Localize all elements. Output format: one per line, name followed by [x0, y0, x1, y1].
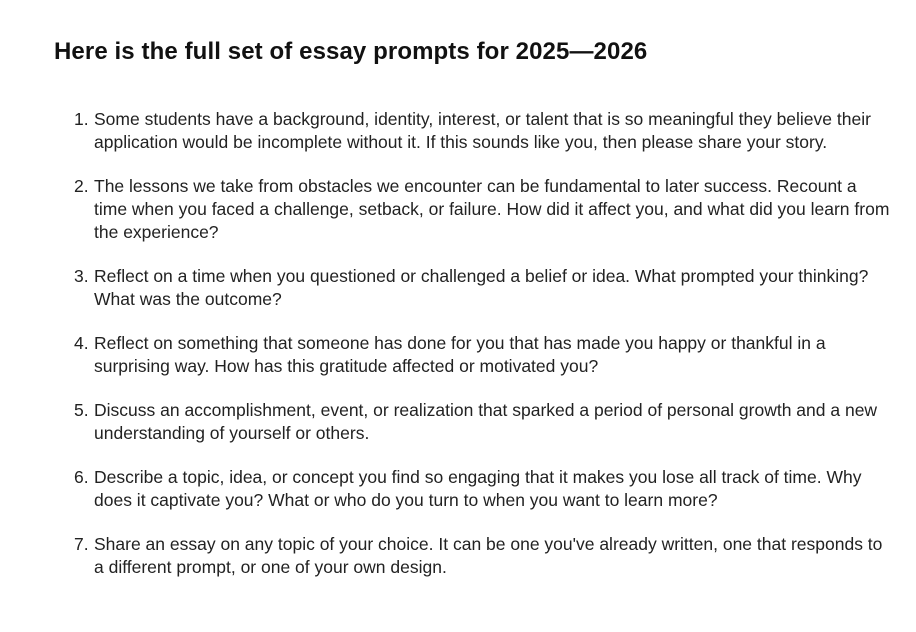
list-item-text: Share an essay on any topic of your choice. It can be one you've already written, one that responds to a different prompt, or one of your own design.	[94, 534, 883, 577]
list-item-text: Some students have a background, identity, interest, or talent that is so meaningful they believe their application would be incomplete without it. If this sounds like you, then please share your story.	[94, 109, 871, 152]
list-item-number: 2.	[74, 176, 89, 196]
list-item-number: 4.	[74, 333, 89, 353]
list-item	[74, 175, 894, 244]
list-item	[74, 332, 894, 378]
list-item	[74, 466, 894, 512]
list-item-number: 7.	[74, 534, 89, 554]
list-item-text: Reflect on something that someone has done for you that has made you happy or thankful in a surprising way. How has this gratitude affected or motivated you?	[94, 333, 826, 376]
list-item-text: Reflect on a time when you questioned or challenged a belief or idea. What prompted your thinking? What was the outcome?	[94, 266, 869, 309]
list-item	[74, 399, 894, 445]
list-item	[74, 265, 894, 311]
essay-prompt-list	[74, 108, 894, 600]
list-item	[74, 108, 894, 154]
list-item-text: Discuss an accomplishment, event, or realization that sparked a period of personal growth and a new understanding of yourself or others.	[94, 400, 878, 443]
list-item	[74, 533, 894, 579]
list-item-number: 5.	[74, 400, 89, 420]
list-item-text: The lessons we take from obstacles we encounter can be fundamental to later success. Recount a time when you faced a challenge, setback, or failure. How did it affect you, and what did you learn from the experience?	[94, 176, 890, 242]
list-item-number: 6.	[74, 467, 89, 487]
list-item-number: 1.	[74, 109, 89, 129]
page-title: Here is the full set of essay prompts for 2025—2026	[54, 38, 648, 65]
list-item-text: Describe a topic, idea, or concept you find so engaging that it makes you lose all track of time. Why does it captivate you? What or who do you turn to when you want to learn more?	[94, 467, 862, 510]
list-item-number: 3.	[74, 266, 89, 286]
